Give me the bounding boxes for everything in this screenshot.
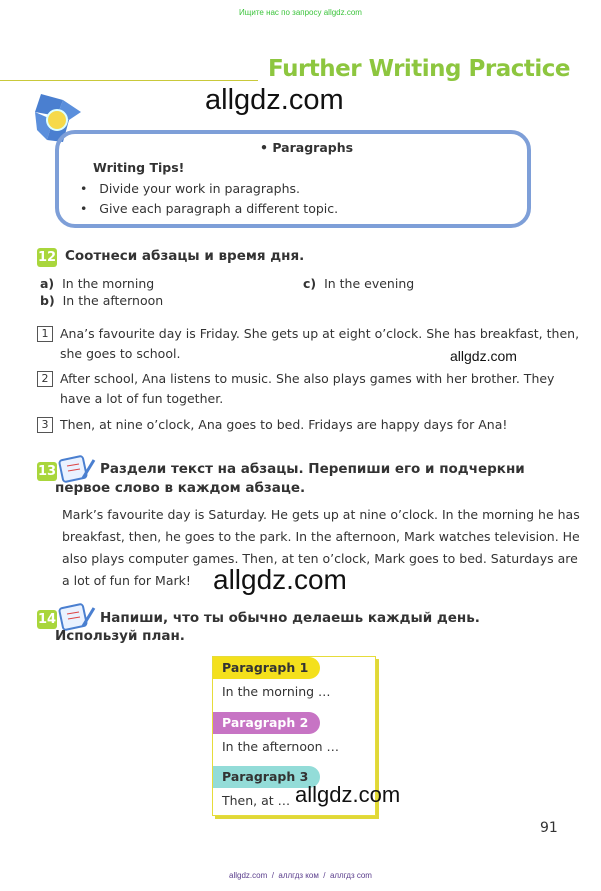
exercise-number: 13: [37, 464, 57, 479]
text-line: also plays computer games. Then, at ten o’clock, Mark goes to bed. Saturdays are: [62, 551, 578, 566]
item-number: 2: [37, 371, 53, 387]
watermark: allgdz.com: [450, 348, 517, 364]
plan-label: Paragraph 1: [213, 657, 320, 679]
footer-watermark: allgdz.com / аллгдз ком / аллгдз com: [229, 871, 372, 880]
tip-item: • Divide your work in paragraphs.: [80, 181, 301, 196]
item-text: Then, at nine o’clock, Ana goes to bed. Fridays are happy days for Ana!: [60, 417, 508, 432]
page-title: Further Writing Practice: [268, 56, 570, 82]
item-text: After school, Ana listens to music. She also plays games with her brother. They: [60, 371, 555, 386]
text-line: Mark’s favourite day is Saturday. He gets up at nine o’clock. In the morning he has: [62, 507, 580, 522]
plan-text: In the morning …: [222, 684, 331, 699]
option-c: c) In the evening: [303, 276, 415, 291]
plan-text: In the afternoon …: [222, 739, 340, 754]
exercise-title: Соотнеси абзацы и время дня.: [65, 248, 305, 264]
tips-heading: Writing Tips!: [93, 160, 185, 175]
item-number: 1: [37, 326, 53, 342]
plan-label: Paragraph 3: [213, 766, 320, 788]
plan-text: Then, at …: [222, 793, 291, 808]
tips-topic: • Paragraphs: [260, 140, 354, 155]
exercise-title: Напиши, что ты обычно делаешь каждый день.: [100, 610, 480, 626]
text-line: breakfast, then, he goes to the park. In the afternoon, Mark watches television. He: [62, 529, 580, 544]
item-text: she goes to school.: [60, 346, 181, 361]
item-number: 3: [37, 417, 53, 433]
page-number: 91: [540, 820, 558, 836]
exercise-number: 14: [37, 612, 57, 627]
tip-text: Divide your work in paragraphs.: [99, 181, 301, 196]
tip-text: Give each paragraph a different topic.: [99, 201, 339, 216]
header-rule: [0, 80, 258, 81]
watermark: allgdz.com: [205, 84, 344, 116]
option-a: a) In the morning: [40, 276, 155, 291]
exercise-title: Раздели текст на абзацы. Перепиши его и подчеркни: [100, 461, 525, 477]
option-b: b) In the afternoon: [40, 293, 164, 308]
watermark: allgdz.com: [295, 782, 401, 807]
watermark: allgdz.com: [213, 564, 347, 595]
exercise-title: первое слово в каждом абзаце.: [55, 480, 306, 496]
item-text: have a lot of fun together.: [60, 391, 224, 406]
exercise-number: 12: [37, 250, 57, 265]
top-watermark: Ищите нас по запросу allgdz.com: [239, 8, 362, 17]
tip-item: • Give each paragraph a different topic.: [80, 201, 339, 216]
exercise-title: Используй план.: [55, 628, 185, 644]
item-text: Ana’s favourite day is Friday. She gets up at eight o’clock. She has breakfast, then,: [60, 326, 580, 341]
plan-label: Paragraph 2: [213, 712, 320, 734]
text-line: a lot of fun for Mark!: [62, 573, 191, 588]
